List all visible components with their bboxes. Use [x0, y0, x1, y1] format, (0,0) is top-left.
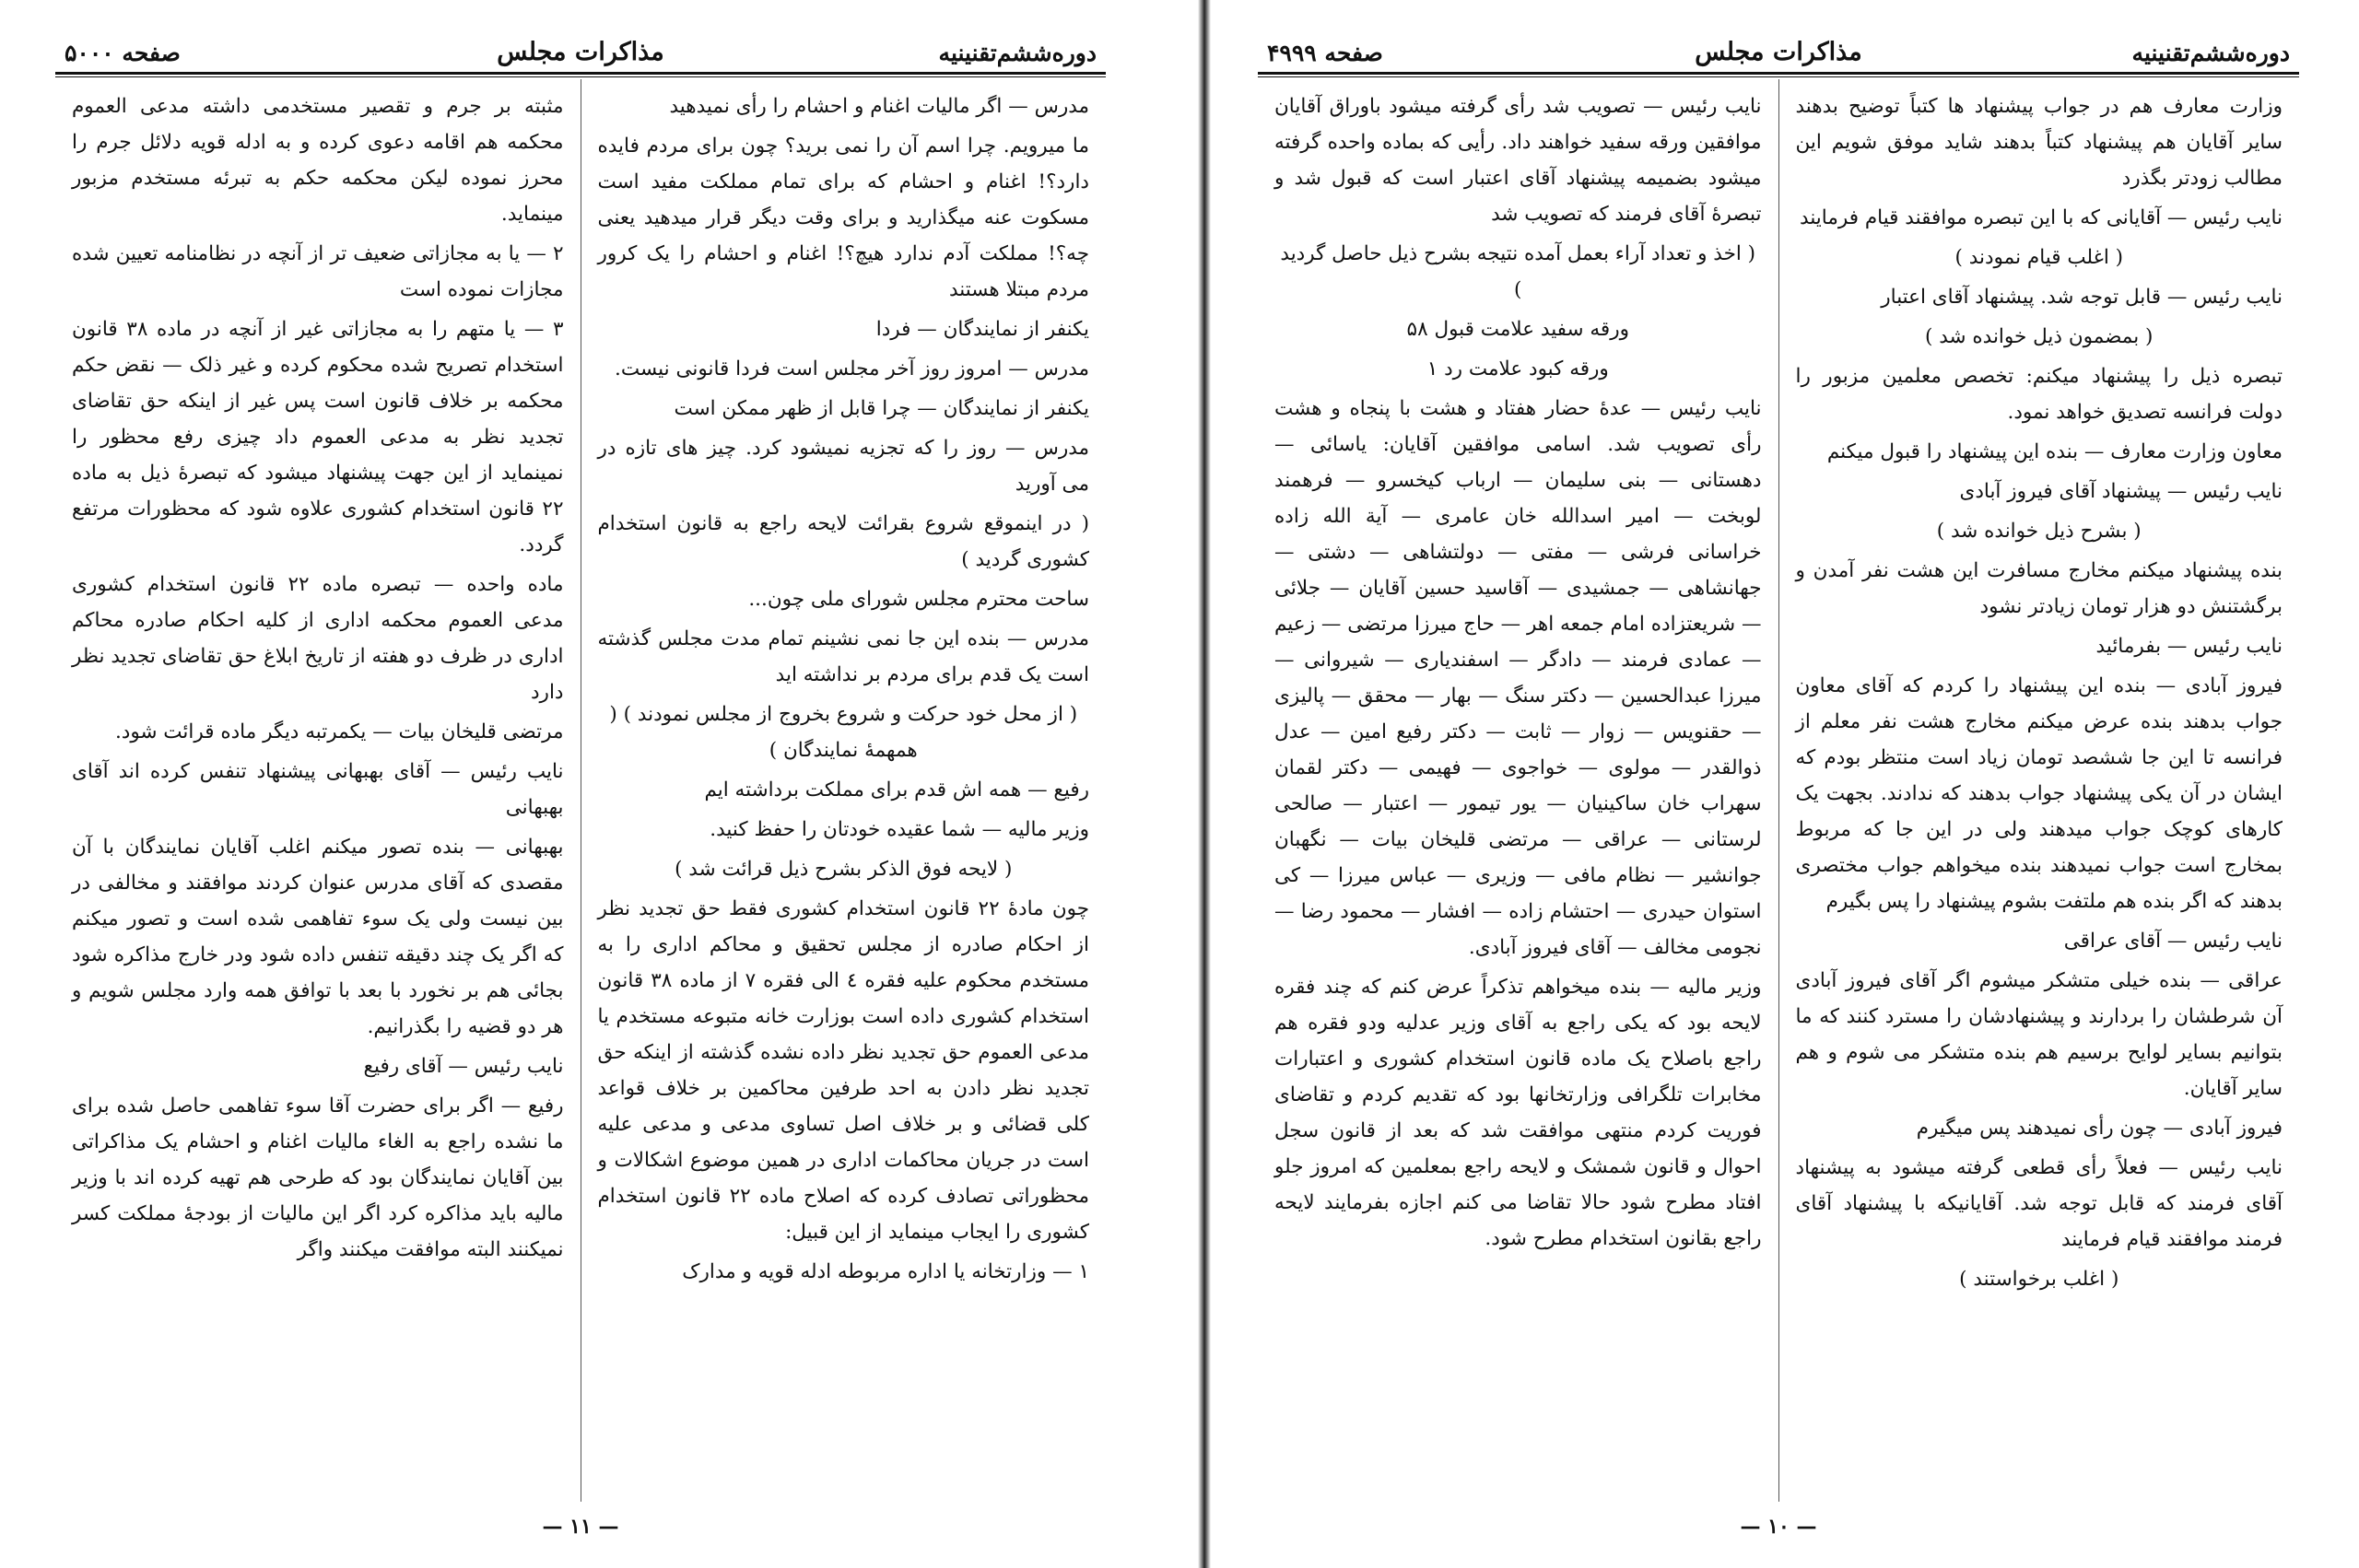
paragraph: نایب رئیس — قابل توجه شد. پیشنهاد آقای اعتبار [1881, 286, 2283, 309]
left-column-second [55, 79, 581, 1502]
left-column-first [581, 79, 1107, 1502]
paragraph: ( از محل خود حرکت و شروع بخروج از مجلس نمودند ) ( همهمهٔ نمایندگان ) [609, 703, 1078, 762]
paragraph: ۳ — یا متهم را به مجازاتی غیر از آنچه در ماده ۳۸ قانون استخدام تصریح شده محکوم کرده و غیر ذلک — نقض حکم محکمه بر خلاف قانون است پس غیر از اینکه حق تقاضای تجدید نظر به مدعی العموم داد چیزی رفع محظور را نمینماید از این جهت پیشنهاد میشود که تبصرهٔ ذیل به ماده ۲۲ قانون استخدام کشوری علاوه شود که محظورات مرتفع گردد. [72, 318, 564, 556]
paragraph: وزیر مالیه — بنده میخواهم تذکراً عرض کنم که چند فقره لایحه بود که یکی راجع به آقای وزیر عدلیه ودو فقره هم راجع باصلاح یک ماده قانون استخدام کشوری و اعتبارات مخابرات تلگرافی وزارتخانها بود که تقدیم کردم و تقاضای فوریت کردم منتهی موافقت شد که بعد از قانون سجل احوال و قانون شمشک و لایحه راجع بمعلمین که امروز جلو افتاد مطرح شود حالا تقاضا می کنم اجازه بفرمایند لایحه راجع بقانون استخدام مطرح شود. [1274, 976, 1762, 1250]
paragraph: مدرس — امروز روز آخر مجلس است فردا قانونی نیست. [615, 357, 1089, 380]
paragraph: یکنفر از نمایندگان — چرا قابل از ظهر ممکن است [674, 397, 1089, 420]
right-columns [1258, 79, 2299, 1502]
paragraph: نایب رئیس — آقای بهبهانی پیشنهاد تنفس کرده اند آقای بهبهانی [72, 760, 564, 819]
paragraph: تبصره ذیل را پیشنهاد میکنم: تخصص معلمین مزبور را دولت فرانسه تصدیق خواهد نمود. [1795, 365, 2283, 424]
paragraph: نایب رئیس — آقای رفیع [363, 1055, 564, 1078]
right-page [1258, 28, 2299, 1539]
paragraph: نایب رئیس — تصویب شد رأی گرفته میشود باوراق آقایان موافقین ورقه سفید خواهند داد. رأیی که بماده واحده گرفته میشود بضمیمه پیشنهاد آقای اعتبار است که قبول شد و تبصرهٔ آقای فرمند که تصویب شد [1274, 95, 1762, 226]
right-page-number: صفحه ۴۹۹۹ [1267, 40, 1383, 66]
left-page-footer: — ۱۱ — [542, 1515, 619, 1539]
left-page-number: صفحه ۵۰۰۰ [65, 40, 181, 66]
paragraph: ورقه کبود علامت رد ۱ [1426, 357, 1609, 380]
paragraph: ( بشرح ذیل خوانده شد ) [1936, 520, 2142, 543]
paragraph: نایب رئیس — آقایانی که با این تبصره موافقند قیام فرمایند [1800, 206, 2283, 229]
paragraph: ۲ — یا به مجازاتی ضعیف تر از آنچه در نظامنامه تعیین شده مجازات نموده است [72, 242, 564, 301]
left-page-header [55, 28, 1106, 72]
right-session-label: دوره‌ششم‌تقنینیه [2131, 40, 2290, 66]
left-columns [55, 79, 1106, 1502]
paragraph: رفیع — اگر برای حضرت آقا سوء تفاهمی حاصل شده برای ما نشده راجع به الغاء مالیات اغنام و احشام یک مذاکراتی بین آقایان نمایندگان بود که طرحی هم تهیه کرده اند با وزیر مالیه باید مذاکره کرد اگر این مالیات از بودجهٔ مملکت کسر نمیکنند البته موافقت میکنند واگر [72, 1094, 564, 1261]
right-column-first [1779, 79, 2300, 1502]
paragraph: ما میرویم. چرا اسم آن را نمی برید؟ چون برای مردم فایده دارد؟! اغنام و احشام که برای تمام مملکت مفید است مسکوت عنه میگذارید و برای وقت دیگر قرار میدهید یعنی چه؟! مملکت آدم ندارد هیچ؟! اغنام و احشام را یک کرور مردم مبتلا هستند [597, 135, 1089, 301]
book-gutter [1198, 0, 1211, 1568]
left-page-title: مذاکرات مجلس [497, 38, 664, 66]
paragraph: مدرس — روز را که تجزیه نمیشود کرد. چیز های تازه در می آورید [597, 437, 1089, 496]
paragraph: بهبهانی — بنده تصور میکنم اغلب آقایان نمایندگان با آن مقصدی که آقای مدرس عنوان کردند موافقند و مخالفی در بین نیست ولی یک سوء تفاهمی شده است و تصور میکنم که اگر یک چند دقیقه تنفس داده شود ودر خارج مذاکره شود بجائی هم بر نخورد با بعد با توافق همه وارد مجلس شویم و هر دو قضیه را بگذرانیم. [72, 836, 564, 1038]
paragraph: وزارت معارف هم در جواب پیشنهاد ها کتباً توضیح بدهند سایر آقایان هم پیشنهاد کتباً بدهند شاید موفق شویم این مطالب زودتر بگذرد [1795, 95, 2283, 190]
paragraph: عراقی — بنده خیلی متشکر میشوم اگر آقای فیروز آبادی آن شرطشان را بردارند و پیشنهادشان را مسترد کنند که ما بتوانیم بسایر لوایح برسیم هم بنده متشکر می شوم و هم سایر آقایان. [1795, 969, 2283, 1100]
paragraph: نایب رئیس — فعلاً رأی قطعی گرفته میشود به پیشنهاد آقای فرمند که قابل توجه شد. آقایانیکه با پیشنهاد آقای فرمند موافقند قیام فرمایند [1795, 1156, 2283, 1251]
paragraph: نایب رئیس — بفرمائید [2095, 635, 2283, 658]
paragraph: مرتضی قلیخان بیات — یکمرتبه دیگر ماده قرائت شود. [114, 720, 564, 743]
paragraph: ( اغلب قیام نمودند ) [1954, 246, 2124, 269]
paragraph: رفیع — همه اش قدم برای مملکت برداشته ایم [704, 778, 1089, 802]
paragraph: ( اخذ و تعداد آراء بعمل آمده نتیجه بشرح ذیل حاصل گردید ) [1280, 242, 1756, 301]
right-header-rule [1258, 72, 2299, 77]
paragraph: بنده پیشنهاد میکنم مخارج مسافرت این هشت نفر آمدن و برگشتنش دو هزار تومان زیادتر نشود [1795, 559, 2283, 618]
paragraph: ( در اینموقع شروع بقرائت لایحه راجع به قانون استخدام کشوری گردید ) [597, 512, 1089, 571]
paragraph: مدرس — بنده این جا نمی نشینم تمام مدت مجلس گذشته است یک قدم برای مردم بر نداشته اید [597, 627, 1089, 686]
paragraph: ( بمضمون ذیل خوانده شد ) [1925, 325, 2154, 348]
paragraph: وزیر مالیه — شما عقیده خودتان را حفظ کنید. [710, 818, 1089, 841]
right-column-second [1258, 79, 1779, 1502]
right-page-footer: — ۱۰ — [1740, 1515, 1817, 1539]
paragraph: ورقه سفید علامت قبول ۵۸ [1406, 318, 1629, 341]
paragraph: ماده واحده — تبصره ماده ۲۲ قانون استخدام کشوری مدعی العموم محکمه اداری از کلیه احکام صادره محاکم اداری در ظرف دو هفته از تاریخ ابلاغ حق تقاضای تجدید نظر دارد [72, 573, 564, 704]
paragraph: معاون وزارت معارف — بنده این پیشنهاد را قبول میکنم [1826, 440, 2283, 463]
paragraph: نایب رئیس — آقای عراقی [2063, 930, 2283, 953]
paragraph: نایب رئیس — عدهٔ حضار هفتاد و هشت با پنجاه و هشت رأی تصویب شد. اسامی موافقین آقایان: یاسائی — دهستانی — بنی سلیمان — ارباب کیخسرو — فرهمند لوبخت — امیر اسدالله خان عامری — آیة الله زاده خراسانی فرشی — مفتی — دولتشاهی — دشتی — جهانشاهی — جمشیدی — آقاسید حسین آقایان — جلائی — شریعتزاده امام جمعه اهر — حاج میرزا مرتضی — زعیم — عمادی فرمند — دادگر — اسفندیاری — شیروانی — میرزا عبدالحسین — دکتر سنگ — بهار — محقق — پالیزی — حقنویس — زوار — ثابت — دکتر رفیع امین — عدل ذوالقدر — مولوی — خواجوی — فهیمی — دکتر لقمان سهراب خان ساکینیان — یور تیمور — اعتبار — صالحی لرستانی — عراقی — مرتضی قلیخان بیات — نگهبان جوانشیر — نظام مافی — وزیری — عباس میرزا — کی استوان حیدری — احتشام زاده — افشار — محمود رضا — نجومی مخالف — آقای فیروز آبادی. [1274, 397, 1762, 959]
paragraph: چون مادهٔ ۲۲ قانون استخدام کشوری فقط حق تجدید نظر از احکام صادره از مجلس تحقیق و محاکم اداری را به مستخدم محکوم علیه فقره ٤ الی فقره ۷ از ماده ۳۸ قانون استخدام کشوری داده است بوزارت خانه متبوعه مستخدم یا مدعی العموم حق تجدید نظر داده نشده گذشته از اینکه حق تجدید نظر دادن به احد طرفین محاکمین بر خلاف قواعد کلی قضائی و بر خلاف اصل تساوی مدعی و مدعی علیه است در جریان محاکمات اداری در همین موضوع اشکالات و محظوراتی تصادف کرده که اصلاح ماده ۲۲ قانون استخدام کشوری را ایجاب مینماید از این قبیل: [597, 897, 1090, 1244]
left-header-rule [55, 72, 1106, 77]
paragraph: نایب رئیس — پیشنهاد آقای فیروز آبادی [1959, 480, 2283, 503]
right-page-header [1258, 28, 2299, 72]
paragraph: یکنفر از نمایندگان — فردا [875, 318, 1089, 341]
paragraph: ( اغلب برخواستند ) [1959, 1268, 2119, 1291]
paragraph: ساحت محترم مجلس شورای ملی چون... [748, 588, 1089, 611]
paragraph: مثبته بر جرم و تقصیر مستخدمی داشته مدعی العموم محکمه هم اقامه دعوی کرده و به ادله قویه دلائل جرم را محرز نموده لیکن محکمه حکم به تبرئه مستخدم مزبور مینماید. [72, 95, 564, 226]
paragraph: مدرس — اگر مالیات اغنام و احشام را رأی نمیدهید [669, 95, 1089, 118]
right-page-title: مذاکرات مجلس [1695, 38, 1862, 66]
left-page [55, 28, 1106, 1539]
paragraph: ۱ — وزارتخانه یا اداره مربوطه ادله قویه و مدارک [682, 1260, 1089, 1283]
left-session-label: دوره‌ششم‌تقنینیه [938, 40, 1097, 66]
paragraph: ( لایحه فوق الذکر بشرح ذیل قرائت شد ) [675, 858, 1013, 881]
paragraph: فیروز آبادی — بنده این پیشنهاد را کردم که آقای معاون جواب بدهند بنده عرض میکنم مخارج هشت نفر معلم از فرانسه تا این جا ششصد تومان زیاد است منتظر بودم که ایشان در آن یکی پیشنهاد جواب بدهند که ندادند. بجهت یک کارهای کوچک جواب میدهند ولی در این جا که مربوط بمخارج است جواب نمیدهند بنده میخواهم جواب مختصری بدهند که اگر بنده هم ملتفت بشوم پیشنهاد را پس بگیرم [1795, 674, 2283, 913]
paragraph: فیروز آبادی — چون رأی نمیدهند پس میگیرم [1916, 1117, 2283, 1140]
